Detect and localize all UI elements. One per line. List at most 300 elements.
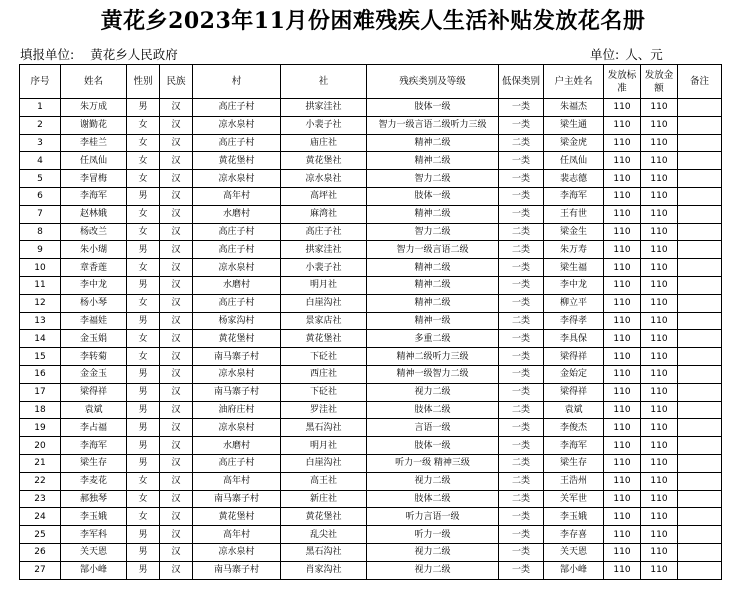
cell-standard: 110 [604, 454, 641, 472]
cell-householder: 郜小峰 [544, 561, 604, 579]
cell-amount: 110 [641, 330, 678, 348]
cell-community: 拱家洼社 [281, 241, 367, 259]
cell-welfare-type: 一类 [499, 152, 544, 170]
cell-remarks [678, 259, 722, 277]
cell-disability: 听力一级 [367, 526, 499, 544]
cell-index: 3 [20, 134, 61, 152]
col-header-index: 序号 [20, 65, 61, 99]
cell-remarks [678, 543, 722, 561]
cell-gender: 女 [127, 170, 160, 188]
cell-standard: 110 [604, 437, 641, 455]
cell-index: 4 [20, 152, 61, 170]
cell-name: 袁斌 [61, 401, 127, 419]
table-body [20, 99, 722, 580]
cell-householder: 王有世 [544, 205, 604, 223]
cell-ethnicity: 汉 [160, 561, 193, 579]
cell-village: 高庄子村 [193, 294, 281, 312]
table-row [20, 348, 722, 366]
cell-remarks [678, 383, 722, 401]
cell-welfare-type: 一类 [499, 116, 544, 134]
col-header-disability [367, 65, 499, 99]
cell-index: 24 [20, 508, 61, 526]
cell-disability: 肢体一级 [367, 99, 499, 117]
table-row [20, 312, 722, 330]
cell-community: 小裴子社 [281, 116, 367, 134]
cell-ethnicity: 汉 [160, 472, 193, 490]
cell-gender: 男 [127, 312, 160, 330]
cell-welfare-type: 二类 [499, 223, 544, 241]
table-row [20, 276, 722, 294]
cell-village: 凉水泉村 [193, 419, 281, 437]
cell-householder: 梁金生 [544, 223, 604, 241]
cell-householder: 李海军 [544, 187, 604, 205]
cell-village: 黄花堡村 [193, 508, 281, 526]
cell-disability: 视力二级 [367, 561, 499, 579]
cell-ethnicity: 汉 [160, 223, 193, 241]
table-row [20, 401, 722, 419]
cell-amount: 110 [641, 419, 678, 437]
cell-ethnicity: 汉 [160, 116, 193, 134]
cell-name: 金玉娟 [61, 330, 127, 348]
table-row [20, 116, 722, 134]
cell-disability: 智力二级 [367, 223, 499, 241]
cell-remarks [678, 205, 722, 223]
cell-ethnicity: 汉 [160, 152, 193, 170]
cell-community: 明月社 [281, 276, 367, 294]
cell-amount: 110 [641, 508, 678, 526]
cell-standard: 110 [604, 543, 641, 561]
cell-standard: 110 [604, 401, 641, 419]
cell-disability: 言语一级 [367, 419, 499, 437]
cell-name: 李玉娥 [61, 508, 127, 526]
cell-householder: 李海军 [544, 437, 604, 455]
cell-community: 黑石沟社 [281, 543, 367, 561]
cell-welfare-type: 一类 [499, 561, 544, 579]
cell-village: 杨家沟村 [193, 312, 281, 330]
cell-index: 16 [20, 365, 61, 383]
cell-gender: 女 [127, 348, 160, 366]
cell-village: 水磨村 [193, 276, 281, 294]
cell-name: 朱小瑚 [61, 241, 127, 259]
cell-remarks [678, 454, 722, 472]
cell-index: 20 [20, 437, 61, 455]
cell-amount: 110 [641, 561, 678, 579]
cell-index: 26 [20, 543, 61, 561]
cell-gender: 女 [127, 116, 160, 134]
table-row [20, 419, 722, 437]
cell-name: 李冒梅 [61, 170, 127, 188]
cell-disability: 精神二级 [367, 259, 499, 277]
cell-householder: 李存喜 [544, 526, 604, 544]
cell-ethnicity: 汉 [160, 170, 193, 188]
cell-index: 9 [20, 241, 61, 259]
cell-ethnicity: 汉 [160, 419, 193, 437]
table-row [20, 454, 722, 472]
cell-community: 明月社 [281, 437, 367, 455]
cell-index: 23 [20, 490, 61, 508]
col-header-standard [604, 65, 641, 99]
cell-disability: 肢体二级 [367, 490, 499, 508]
cell-index: 8 [20, 223, 61, 241]
cell-householder: 朱万寿 [544, 241, 604, 259]
cell-village: 高年村 [193, 472, 281, 490]
cell-disability: 视力二级 [367, 383, 499, 401]
cell-name: 李海军 [61, 187, 127, 205]
cell-householder: 袁斌 [544, 401, 604, 419]
cell-householder: 梁生通 [544, 116, 604, 134]
cell-ethnicity: 汉 [160, 330, 193, 348]
table-row [20, 365, 722, 383]
table-row [20, 259, 722, 277]
cell-amount: 110 [641, 276, 678, 294]
cell-standard: 110 [604, 312, 641, 330]
cell-gender: 女 [127, 472, 160, 490]
cell-remarks [678, 99, 722, 117]
cell-community: 黄花堡社 [281, 152, 367, 170]
cell-householder: 裴志德 [544, 170, 604, 188]
cell-gender: 男 [127, 401, 160, 419]
cell-standard: 110 [604, 134, 641, 152]
cell-disability: 肢体二级 [367, 401, 499, 419]
cell-index: 7 [20, 205, 61, 223]
cell-standard: 110 [604, 116, 641, 134]
cell-householder: 李玉娥 [544, 508, 604, 526]
cell-disability: 智力一级言语二级听力三级 [367, 116, 499, 134]
cell-community: 高王社 [281, 472, 367, 490]
cell-standard: 110 [604, 508, 641, 526]
cell-householder: 关军世 [544, 490, 604, 508]
cell-name: 朱万成 [61, 99, 127, 117]
cell-gender: 女 [127, 152, 160, 170]
cell-disability: 精神二级 [367, 152, 499, 170]
cell-ethnicity: 汉 [160, 312, 193, 330]
cell-welfare-type: 一类 [499, 437, 544, 455]
cell-standard: 110 [604, 383, 641, 401]
col-header-remarks: 备注 [678, 65, 722, 99]
cell-remarks [678, 508, 722, 526]
measure-unit-value: 人、元 [625, 47, 663, 62]
cell-name: 李桂兰 [61, 134, 127, 152]
cell-standard: 110 [604, 419, 641, 437]
table-row [20, 152, 722, 170]
cell-ethnicity: 汉 [160, 134, 193, 152]
cell-remarks [678, 348, 722, 366]
cell-disability: 视力二级 [367, 543, 499, 561]
cell-name: 李占福 [61, 419, 127, 437]
cell-community: 麻湾社 [281, 205, 367, 223]
table-row [20, 543, 722, 561]
cell-village: 高年村 [193, 526, 281, 544]
cell-remarks [678, 134, 722, 152]
table-row [20, 561, 722, 579]
cell-community: 小裴子社 [281, 259, 367, 277]
cell-name: 谢勤花 [61, 116, 127, 134]
cell-standard: 110 [604, 99, 641, 117]
cell-name: 关天恩 [61, 543, 127, 561]
cell-householder: 梁得祥 [544, 383, 604, 401]
table-row [20, 437, 722, 455]
cell-community: 新庄社 [281, 490, 367, 508]
cell-householder: 朱福杰 [544, 99, 604, 117]
cell-disability: 听力一级 精神三级 [367, 454, 499, 472]
cell-index: 11 [20, 276, 61, 294]
cell-householder: 王浩州 [544, 472, 604, 490]
cell-gender: 男 [127, 526, 160, 544]
cell-householder: 李中龙 [544, 276, 604, 294]
cell-standard: 110 [604, 490, 641, 508]
table-row [20, 241, 722, 259]
table-row [20, 472, 722, 490]
cell-name: 金金玉 [61, 365, 127, 383]
cell-standard: 110 [604, 241, 641, 259]
col-header-village: 村 [193, 65, 281, 99]
cell-disability: 精神二级 [367, 294, 499, 312]
cell-name: 李中龙 [61, 276, 127, 294]
cell-gender: 男 [127, 437, 160, 455]
col-header-welfare-type [499, 65, 544, 99]
table-row [20, 294, 722, 312]
cell-village: 南马寨子村 [193, 383, 281, 401]
cell-ethnicity: 汉 [160, 276, 193, 294]
cell-welfare-type: 二类 [499, 472, 544, 490]
cell-householder: 关天恩 [544, 543, 604, 561]
cell-gender: 女 [127, 259, 160, 277]
cell-name: 赵林娥 [61, 205, 127, 223]
cell-householder: 梁生福 [544, 259, 604, 277]
table-row [20, 99, 722, 117]
cell-village: 水磨村 [193, 437, 281, 455]
cell-ethnicity: 汉 [160, 454, 193, 472]
cell-standard: 110 [604, 187, 641, 205]
cell-ethnicity: 汉 [160, 526, 193, 544]
cell-index: 21 [20, 454, 61, 472]
cell-standard: 110 [604, 472, 641, 490]
cell-standard: 110 [604, 294, 641, 312]
cell-ethnicity: 汉 [160, 365, 193, 383]
cell-welfare-type: 二类 [499, 312, 544, 330]
cell-community: 乱尖社 [281, 526, 367, 544]
cell-gender: 男 [127, 419, 160, 437]
cell-gender: 男 [127, 543, 160, 561]
cell-gender: 男 [127, 241, 160, 259]
cell-standard: 110 [604, 170, 641, 188]
cell-community: 黄花堡社 [281, 508, 367, 526]
col-header-amount-label: 发放金额 [644, 69, 674, 94]
cell-amount: 110 [641, 170, 678, 188]
table-row [20, 383, 722, 401]
col-header-community: 社 [281, 65, 367, 99]
cell-index: 1 [20, 99, 61, 117]
cell-standard: 110 [604, 561, 641, 579]
cell-amount: 110 [641, 454, 678, 472]
cell-amount: 110 [641, 312, 678, 330]
cell-amount: 110 [641, 241, 678, 259]
table-row [20, 526, 722, 544]
cell-householder: 李得孝 [544, 312, 604, 330]
cell-village: 高庄子村 [193, 223, 281, 241]
cell-disability: 听力言语一级 [367, 508, 499, 526]
cell-welfare-type: 二类 [499, 490, 544, 508]
cell-amount: 110 [641, 472, 678, 490]
cell-index: 22 [20, 472, 61, 490]
cell-standard: 110 [604, 205, 641, 223]
cell-welfare-type: 一类 [499, 383, 544, 401]
cell-remarks [678, 187, 722, 205]
cell-standard: 110 [604, 276, 641, 294]
cell-ethnicity: 汉 [160, 401, 193, 419]
cell-name: 李转菊 [61, 348, 127, 366]
cell-community: 西庄社 [281, 365, 367, 383]
cell-community: 景家店社 [281, 312, 367, 330]
cell-amount: 110 [641, 187, 678, 205]
table-row [20, 508, 722, 526]
cell-ethnicity: 汉 [160, 437, 193, 455]
cell-index: 10 [20, 259, 61, 277]
cell-welfare-type: 二类 [499, 401, 544, 419]
cell-community: 庙庄社 [281, 134, 367, 152]
cell-remarks [678, 472, 722, 490]
cell-amount: 110 [641, 526, 678, 544]
cell-ethnicity: 汉 [160, 205, 193, 223]
cell-disability: 视力二级 [367, 472, 499, 490]
cell-village: 南马寨子村 [193, 561, 281, 579]
cell-village: 高年村 [193, 187, 281, 205]
cell-householder: 梁生存 [544, 454, 604, 472]
cell-disability: 精神一级智力二级 [367, 365, 499, 383]
table-row [20, 134, 722, 152]
cell-village: 凉水泉村 [193, 365, 281, 383]
cell-village: 高庄子村 [193, 454, 281, 472]
cell-village: 凉水泉村 [193, 170, 281, 188]
cell-disability: 智力一级言语二级 [367, 241, 499, 259]
cell-ethnicity: 汉 [160, 99, 193, 117]
subsidy-table [19, 64, 722, 580]
table-row [20, 205, 722, 223]
cell-remarks [678, 561, 722, 579]
cell-community: 黄花堡社 [281, 330, 367, 348]
cell-index: 27 [20, 561, 61, 579]
cell-welfare-type: 一类 [499, 205, 544, 223]
cell-householder: 金始定 [544, 365, 604, 383]
cell-householder: 李具保 [544, 330, 604, 348]
cell-village: 黄花堡村 [193, 330, 281, 348]
cell-remarks [678, 365, 722, 383]
cell-village: 凉水泉村 [193, 543, 281, 561]
cell-village: 南马寨子村 [193, 490, 281, 508]
cell-disability: 精神二级 [367, 205, 499, 223]
col-header-ethnicity: 民族 [160, 65, 193, 99]
cell-amount: 110 [641, 99, 678, 117]
cell-community: 下砭社 [281, 348, 367, 366]
cell-amount: 110 [641, 437, 678, 455]
cell-gender: 女 [127, 330, 160, 348]
col-header-name: 姓名 [61, 65, 127, 99]
cell-community: 罗洼社 [281, 401, 367, 419]
cell-amount: 110 [641, 134, 678, 152]
cell-amount: 110 [641, 383, 678, 401]
cell-gender: 男 [127, 187, 160, 205]
cell-remarks [678, 152, 722, 170]
cell-amount: 110 [641, 543, 678, 561]
cell-ethnicity: 汉 [160, 187, 193, 205]
cell-amount: 110 [641, 401, 678, 419]
cell-remarks [678, 526, 722, 544]
cell-community: 高坪社 [281, 187, 367, 205]
cell-disability: 精神一级 [367, 312, 499, 330]
cell-index: 14 [20, 330, 61, 348]
cell-welfare-type: 一类 [499, 170, 544, 188]
cell-disability: 精神二级 [367, 276, 499, 294]
cell-name: 杨改兰 [61, 223, 127, 241]
cell-village: 南马寨子村 [193, 348, 281, 366]
cell-community: 白崖沟社 [281, 454, 367, 472]
cell-standard: 110 [604, 348, 641, 366]
cell-name: 任凤仙 [61, 152, 127, 170]
cell-index: 18 [20, 401, 61, 419]
cell-gender: 女 [127, 205, 160, 223]
cell-gender: 女 [127, 490, 160, 508]
cell-remarks [678, 276, 722, 294]
cell-ethnicity: 汉 [160, 259, 193, 277]
cell-remarks [678, 490, 722, 508]
col-header-disability-label: 残疾类别及等级 [399, 76, 466, 87]
cell-remarks [678, 401, 722, 419]
cell-index: 2 [20, 116, 61, 134]
cell-standard: 110 [604, 259, 641, 277]
col-header-welfare-type-label: 低保类别 [501, 76, 540, 87]
cell-standard: 110 [604, 526, 641, 544]
cell-index: 6 [20, 187, 61, 205]
cell-index: 17 [20, 383, 61, 401]
cell-remarks [678, 241, 722, 259]
page-title: 黄花乡2023年11月份困难残疾人生活补贴发放花名册 [100, 8, 646, 34]
cell-welfare-type: 一类 [499, 365, 544, 383]
cell-welfare-type: 一类 [499, 276, 544, 294]
cell-community: 白崖沟社 [281, 294, 367, 312]
cell-village: 凉水泉村 [193, 259, 281, 277]
col-header-amount [641, 65, 678, 99]
cell-remarks [678, 223, 722, 241]
cell-amount: 110 [641, 223, 678, 241]
cell-householder: 任凤仙 [544, 152, 604, 170]
cell-amount: 110 [641, 348, 678, 366]
cell-amount: 110 [641, 259, 678, 277]
cell-village: 高庄子村 [193, 134, 281, 152]
cell-welfare-type: 一类 [499, 526, 544, 544]
cell-ethnicity: 汉 [160, 241, 193, 259]
cell-gender: 男 [127, 383, 160, 401]
cell-disability: 智力二级 [367, 170, 499, 188]
reporting-unit [20, 46, 178, 64]
cell-ethnicity: 汉 [160, 294, 193, 312]
cell-ethnicity: 汉 [160, 490, 193, 508]
cell-village: 油府庄村 [193, 401, 281, 419]
cell-name: 李海军 [61, 437, 127, 455]
cell-welfare-type: 二类 [499, 454, 544, 472]
cell-amount: 110 [641, 490, 678, 508]
table-row [20, 330, 722, 348]
cell-gender: 女 [127, 508, 160, 526]
cell-remarks [678, 312, 722, 330]
table-row [20, 170, 722, 188]
col-header-gender: 性别 [127, 65, 160, 99]
table-row [20, 187, 722, 205]
cell-welfare-type: 二类 [499, 134, 544, 152]
cell-gender: 男 [127, 99, 160, 117]
cell-disability: 肢体一级 [367, 187, 499, 205]
cell-remarks [678, 294, 722, 312]
cell-welfare-type: 一类 [499, 419, 544, 437]
